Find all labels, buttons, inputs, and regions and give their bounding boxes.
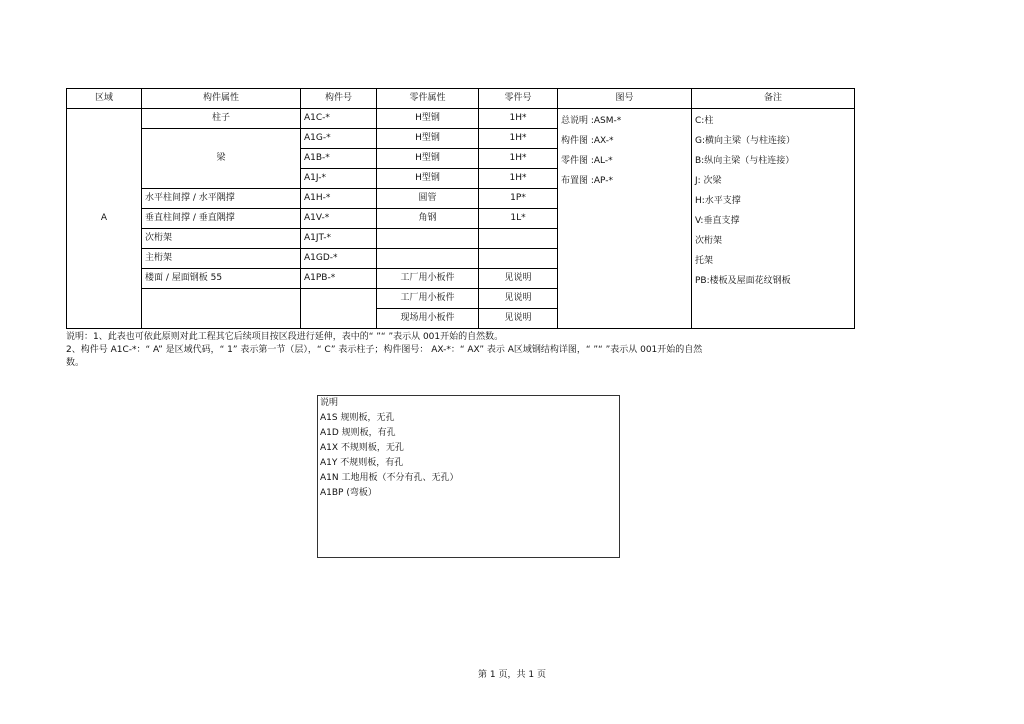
legend-item: A1S 规则板，无孔: [320, 413, 395, 423]
page-footer: 第 1 页，共 1 页: [478, 670, 546, 680]
drawing-item: 零件图 :AL-*: [561, 156, 613, 166]
remark-item: V:垂直支撑: [695, 216, 740, 226]
attr-cell: 主桁架: [142, 249, 301, 269]
remark-item: H:水平支撑: [695, 196, 741, 206]
code-cell: A1GD-*: [301, 249, 377, 269]
legend-item: A1Y 不规则板，有孔: [320, 458, 404, 468]
code-cell: A1C-*: [301, 109, 377, 129]
legend-item: A1X 不规则板，无孔: [320, 443, 404, 453]
code-cell: A1B-*: [301, 149, 377, 169]
remark-item: J: 次梁: [695, 176, 722, 186]
note-line-1: 说明：1、此表也可依此原则对此工程其它后续项目按区段进行延伸，表中的“ ”“ ”表示从 001开始的自然数。: [66, 332, 504, 342]
component-numbering-table: [66, 88, 854, 329]
legend-item: A1BP (弯板）: [320, 488, 377, 498]
header-drawing-no: 图号: [558, 89, 692, 109]
partno-cell: 1H*: [479, 109, 558, 129]
part-cell: [377, 249, 479, 269]
header-component-no: 构件号: [301, 89, 377, 109]
attr-cell: 梁: [142, 129, 301, 189]
part-cell: H型钢: [377, 169, 479, 189]
partno-cell: 1P*: [479, 189, 558, 209]
attr-cell: 次桁架: [142, 229, 301, 249]
part-cell: [377, 229, 479, 249]
code-cell: [301, 289, 377, 329]
header-region: 区域: [67, 89, 142, 109]
legend-item: A1N 工地用板（不分有孔、无孔）: [320, 473, 459, 483]
note-line-3: 数。: [66, 358, 85, 368]
part-cell: 现场用小板件: [377, 309, 479, 329]
part-cell: 工厂用小板件: [377, 269, 479, 289]
partno-cell: 见说明: [479, 289, 558, 309]
part-cell: 圆管: [377, 189, 479, 209]
table-row: [67, 109, 855, 129]
part-cell: 工厂用小板件: [377, 289, 479, 309]
remark-item: G:横向主梁（与柱连接）: [695, 136, 796, 146]
drawing-cell: [558, 109, 692, 329]
attr-cell: 垂直柱间撑 / 垂直隅撑: [142, 209, 301, 229]
part-cell: H型钢: [377, 109, 479, 129]
partno-cell: 1H*: [479, 169, 558, 189]
partno-cell: [479, 249, 558, 269]
attr-cell: 柱子: [142, 109, 301, 129]
drawing-item: 总说明 :ASM-*: [561, 116, 622, 126]
partno-cell: 见说明: [479, 269, 558, 289]
partno-cell: 1H*: [479, 149, 558, 169]
remark-item: 托架: [695, 256, 714, 266]
code-cell: A1V-*: [301, 209, 377, 229]
partno-cell: 1H*: [479, 129, 558, 149]
header-part-no: 零件号: [479, 89, 558, 109]
code-cell: A1G-*: [301, 129, 377, 149]
remark-item: C:柱: [695, 116, 714, 126]
part-cell: H型钢: [377, 129, 479, 149]
code-cell: A1JT-*: [301, 229, 377, 249]
code-cell: A1H-*: [301, 189, 377, 209]
legend-title: 说明: [320, 398, 339, 408]
remark-item: PB:楼板及屋面花纹钢板: [695, 276, 791, 286]
legend-box: [317, 395, 620, 558]
partno-cell: 1L*: [479, 209, 558, 229]
attr-cell: 楼面 / 屋面钢板 55: [142, 269, 301, 289]
code-cell: A1J-*: [301, 169, 377, 189]
header-part-attr: 零件属性: [377, 89, 479, 109]
table-header-row: [67, 89, 855, 109]
part-cell: 角钢: [377, 209, 479, 229]
note-line-2: 2、构件号 A1C-*：“ A” 是区域代码，“ 1” 表示第一节（层），“ C” 表示柱子；构件图号： AX-*：“ AX” 表示 A区域钢结构详图，“ ”“ ”表示从 001开始的自然: [66, 345, 703, 355]
drawing-item: 布置图 :AP-*: [561, 176, 614, 186]
drawing-item: 构件图 :AX-*: [561, 136, 614, 146]
partno-cell: [479, 229, 558, 249]
header-component-attr: 构件属性: [142, 89, 301, 109]
partno-cell: 见说明: [479, 309, 558, 329]
remarks-cell: [692, 109, 855, 329]
attr-cell: [142, 289, 301, 329]
attr-cell: 水平柱间撑 / 水平隅撑: [142, 189, 301, 209]
code-cell: A1PB-*: [301, 269, 377, 289]
region-cell: A: [67, 109, 142, 329]
header-remarks: 备注: [692, 89, 855, 109]
part-cell: H型钢: [377, 149, 479, 169]
remark-item: B:纵向主梁（与柱连接）: [695, 156, 795, 166]
legend-item: A1D 规则板，有孔: [320, 428, 396, 438]
remark-item: 次桁架: [695, 236, 723, 246]
